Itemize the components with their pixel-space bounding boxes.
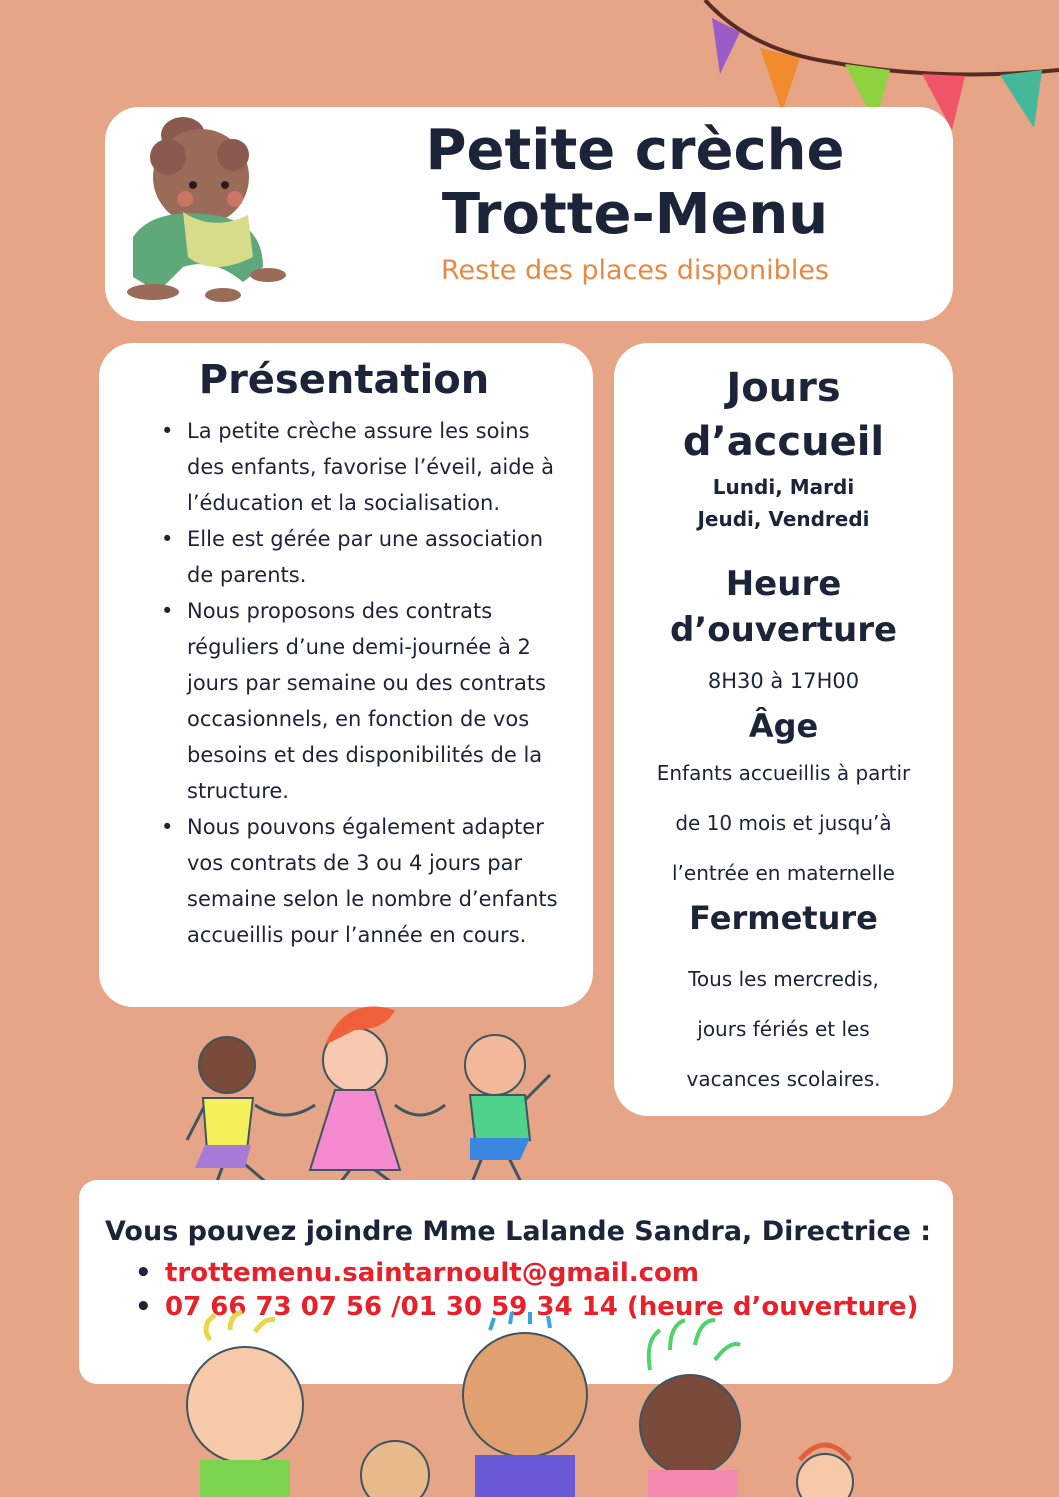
presentation-item: • La petite crèche assure les soins des enfants, favorise l’éveil, aide à l’éducation et la socialisation. xyxy=(187,413,567,521)
days-line-1: Lundi, Mardi xyxy=(712,475,855,499)
kids-holding-hands-illustration xyxy=(185,990,555,1205)
age-heading: Âge xyxy=(748,707,819,745)
age-line-2: de 10 mois et jusqu’à xyxy=(675,811,892,835)
title-line-1: Petite crèche xyxy=(425,118,845,183)
presentation-item: • Elle est gérée par une association de parents. xyxy=(187,521,567,593)
info-card xyxy=(614,343,953,1116)
closing-heading: Fermeture xyxy=(689,899,878,937)
age-line-3: l’entrée en maternelle xyxy=(672,861,895,885)
presentation-heading: Présentation xyxy=(198,357,490,403)
days-line-2: Jeudi, Vendredi xyxy=(697,507,870,531)
closing-line-1: Tous les mercredis, xyxy=(688,967,879,991)
presentation-card xyxy=(99,343,593,1007)
email-link[interactable]: • trottemenu.saintarnoult@gmail.com xyxy=(165,1258,699,1288)
closing-line-3: vacances scolaires. xyxy=(686,1067,881,1091)
presentation-list xyxy=(187,413,567,953)
age-line-1: Enfants accueillis à partir xyxy=(656,761,911,785)
days-heading: Jours d’accueil xyxy=(682,365,885,465)
crawling-baby-illustration xyxy=(113,107,293,312)
presentation-item: • Nous pouvons également adapter vos contrats de 3 ou 4 jours par semaine selon le nombre d’enfants accueillis pour l’année en cours. xyxy=(187,809,567,953)
presentation-item: • Nous proposons des contrats réguliers d’une demi-journée à 2 jours par semaine ou des contrats occasionnels, en fonction de vos besoins et des disponibilités de la structure. xyxy=(187,593,567,809)
subtitle: Reste des places disponibles xyxy=(441,255,829,286)
kids-faces-illustration xyxy=(170,1310,890,1497)
title-line-2: Trotte-Menu xyxy=(441,182,829,247)
header-card xyxy=(105,107,953,321)
hours-value: 8H30 à 17H00 xyxy=(707,669,860,693)
closing-line-2: jours fériés et les xyxy=(697,1017,870,1041)
phone-numbers[interactable]: • 07 66 73 07 56 /01 30 59 34 14 (heure d’ouverture) xyxy=(165,1292,918,1322)
contact-heading: Vous pouvez joindre Mme Lalande Sandra, Directrice : xyxy=(105,1216,931,1247)
hours-heading: Heure d’ouverture xyxy=(669,564,898,650)
